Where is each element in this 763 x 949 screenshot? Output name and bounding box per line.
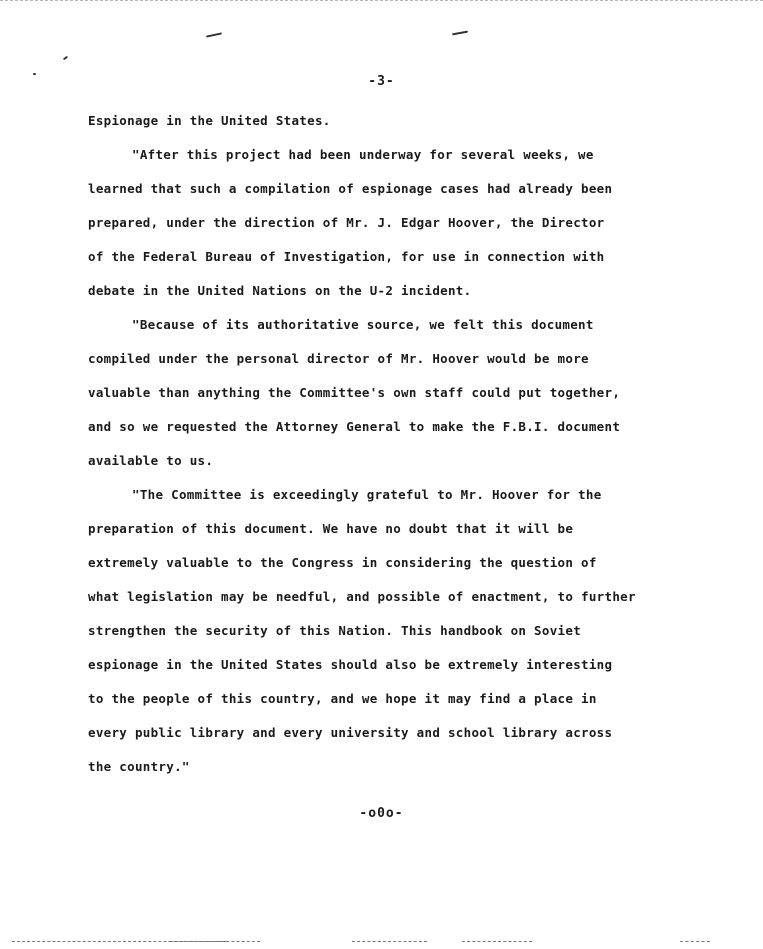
scan-mark xyxy=(206,32,222,37)
scan-border-bottom xyxy=(352,941,427,943)
text-line: available to us. xyxy=(88,453,214,468)
scan-mark xyxy=(452,31,468,36)
text-line: "After this project had been underway for several weeks, we xyxy=(132,147,594,162)
text-line: Espionage in the United States. xyxy=(88,113,331,128)
text-line: learned that such a compilation of espionage cases had already been xyxy=(88,181,613,196)
text-line: and so we requested the Attorney General to make the F.B.I. document xyxy=(88,419,621,434)
text-line: debate in the United Nations on the U-2 incident. xyxy=(88,283,472,298)
text-line: valuable than anything the Committee's own staff could put together, xyxy=(88,385,621,400)
text-line: preparation of this document. We have no doubt that it will be xyxy=(88,521,574,536)
end-of-document-mark: -o0o- xyxy=(359,806,404,821)
text-line: espionage in the United States should also be extremely interesting xyxy=(88,657,613,672)
text-line: every public library and every university and school library across xyxy=(88,725,613,740)
document-body xyxy=(88,104,688,784)
page-number: -3- xyxy=(368,74,395,89)
text-line: extremely valuable to the Congress in considering the question of xyxy=(88,555,597,570)
scan-mark xyxy=(63,56,68,61)
text-line: the country." xyxy=(88,759,190,774)
text-line: strengthen the security of this Nation. This handbook on Soviet xyxy=(88,623,582,638)
text-line: "Because of its authoritative source, we felt this document xyxy=(132,317,594,332)
scan-border-bottom xyxy=(462,941,532,943)
text-line: to the people of this country, and we hope it may find a place in xyxy=(88,691,597,706)
text-line: "The Committee is exceedingly grateful to Mr. Hoover for the xyxy=(132,487,602,502)
text-line: what legislation may be needful, and possible of enactment, to further xyxy=(88,589,636,604)
scan-border-bottom xyxy=(680,941,710,943)
text-line: of the Federal Bureau of Investigation, for use in connection with xyxy=(88,249,605,264)
scan-border-top xyxy=(0,0,763,5)
scan-border-bottom xyxy=(170,941,260,943)
text-line: compiled under the personal director of Mr. Hoover would be more xyxy=(88,351,589,366)
text-line: prepared, under the direction of Mr. J. Edgar Hoover, the Director xyxy=(88,215,605,230)
